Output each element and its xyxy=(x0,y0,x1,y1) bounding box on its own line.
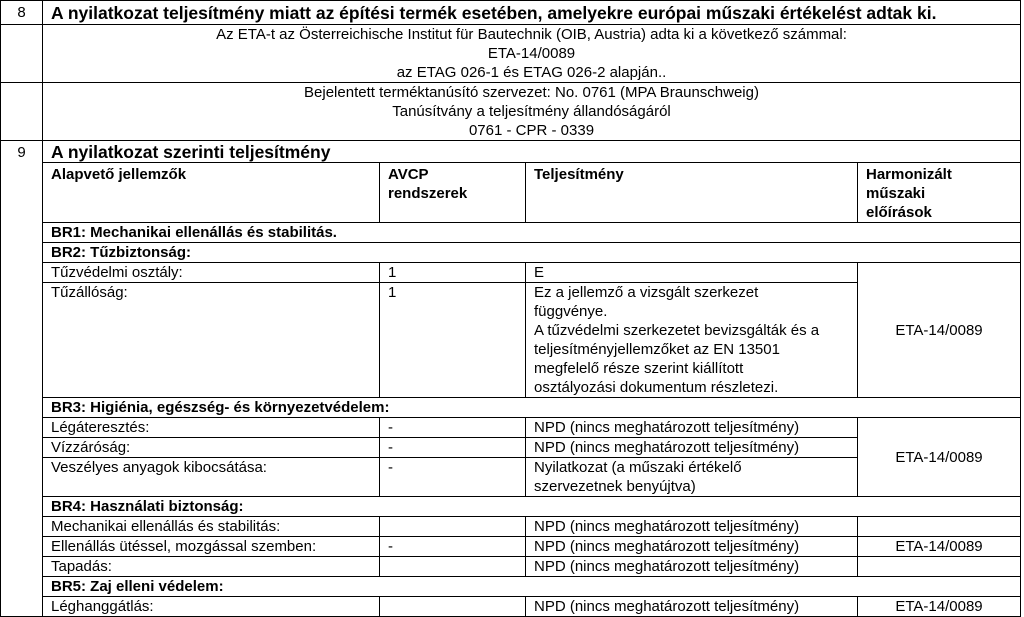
column-header-avcp: AVCP rendszerek xyxy=(380,163,526,223)
specification-cell: ETA-14/0089 xyxy=(858,537,1021,557)
certification-info xyxy=(43,83,1021,141)
section-title: A nyilatkozat teljesítmény miatt az építési termék esetében, amelyekre európai műszaki értékelést adtak ki. xyxy=(43,1,1021,25)
section-title: A nyilatkozat szerinti teljesítmény xyxy=(43,141,1021,163)
performance-cell: NPD (nincs meghatározott teljesítmény) xyxy=(526,438,858,458)
characteristic-cell: Ellenállás ütéssel, mozgással szemben: xyxy=(43,537,380,557)
avcp-cell: 1 xyxy=(380,283,526,398)
avcp-cell xyxy=(380,557,526,577)
eta-line: az ETAG 026-1 és ETAG 026-2 alapján.. xyxy=(396,64,667,81)
table-row xyxy=(1,418,1021,438)
performance-cell: NPD (nincs meghatározott teljesítmény) xyxy=(526,418,858,438)
characteristic-cell: Légáteresztés: xyxy=(43,418,380,438)
performance-cell: Ez a jellemző a vizsgált szerkezet függvénye. A tűzvédelmi szerkezetet bevizsgálták és a teljesítményjellemzőket az EN 13501 megfelelő része szerint kiállított osztályozási dokumentum részletezi. xyxy=(526,283,858,398)
performance-cell: Nyilatkozat (a műszaki értékelő szervezetnek benyújtva) xyxy=(526,458,858,497)
section-number: 9 xyxy=(1,141,43,617)
characteristic-cell: Vízzáróság: xyxy=(43,438,380,458)
characteristic-cell: Tűzvédelmi osztály: xyxy=(43,263,380,283)
requirement-heading: BR4: Használati biztonság: xyxy=(43,497,1021,517)
column-header-specifications: Harmonizált műszaki előírások xyxy=(858,163,1021,223)
performance-cell: NPD (nincs meghatározott teljesítmény) xyxy=(526,557,858,577)
characteristic-cell: Tűzállóság: xyxy=(43,283,380,398)
table-row xyxy=(1,537,1021,557)
column-header-performance: Teljesítmény xyxy=(526,163,858,223)
specification-cell: ETA-14/0089 xyxy=(858,597,1021,617)
requirement-heading: BR3: Higiénia, egészség- és környezetvédelem: xyxy=(43,398,1021,418)
characteristic-cell: Tapadás: xyxy=(43,557,380,577)
cert-line: 0761 - CPR - 0339 xyxy=(468,122,595,139)
requirement-heading: BR2: Tűzbiztonság: xyxy=(43,243,1021,263)
avcp-cell: - xyxy=(380,537,526,557)
performance-cell: E xyxy=(526,263,858,283)
specification-cell xyxy=(858,557,1021,577)
eta-line: Az ETA-t az Österreichische Institut für Bautechnik (OIB, Austria) adta ki a következő számmal: xyxy=(216,26,847,43)
avcp-cell: - xyxy=(380,458,526,497)
performance-cell: NPD (nincs meghatározott teljesítmény) xyxy=(526,537,858,557)
section-number: 8 xyxy=(1,1,43,25)
cert-line: Tanúsítvány a teljesítmény állandóságáról xyxy=(392,103,671,120)
cert-line: Bejelentett terméktanúsító szervezet: No. 0761 (MPA Braunschweig) xyxy=(304,84,759,101)
characteristic-cell: Mechanikai ellenállás és stabilitás: xyxy=(43,517,380,537)
specification-cell: ETA-14/0089 xyxy=(858,263,1021,398)
performance-cell: NPD (nincs meghatározott teljesítmény) xyxy=(526,597,858,617)
avcp-cell: - xyxy=(380,418,526,438)
requirement-heading: BR5: Zaj elleni védelem: xyxy=(43,577,1021,597)
requirement-heading: BR1: Mechanikai ellenállás és stabilitás. xyxy=(43,223,1021,243)
table-row xyxy=(1,557,1021,577)
avcp-cell: 1 xyxy=(380,263,526,283)
table-row xyxy=(1,263,1021,283)
performance-cell: NPD (nincs meghatározott teljesítmény) xyxy=(526,517,858,537)
avcp-cell: - xyxy=(380,438,526,458)
specification-cell: ETA-14/0089 xyxy=(858,418,1021,497)
specification-cell xyxy=(858,517,1021,537)
characteristic-cell: Léghanggátlás: xyxy=(43,597,380,617)
avcp-cell xyxy=(380,517,526,537)
characteristic-cell: Veszélyes anyagok kibocsátása: xyxy=(43,458,380,497)
column-header-characteristics: Alapvető jellemzők xyxy=(43,163,380,223)
table-row xyxy=(1,517,1021,537)
eta-info xyxy=(43,25,1021,83)
eta-number: ETA-14/0089 xyxy=(487,45,576,62)
